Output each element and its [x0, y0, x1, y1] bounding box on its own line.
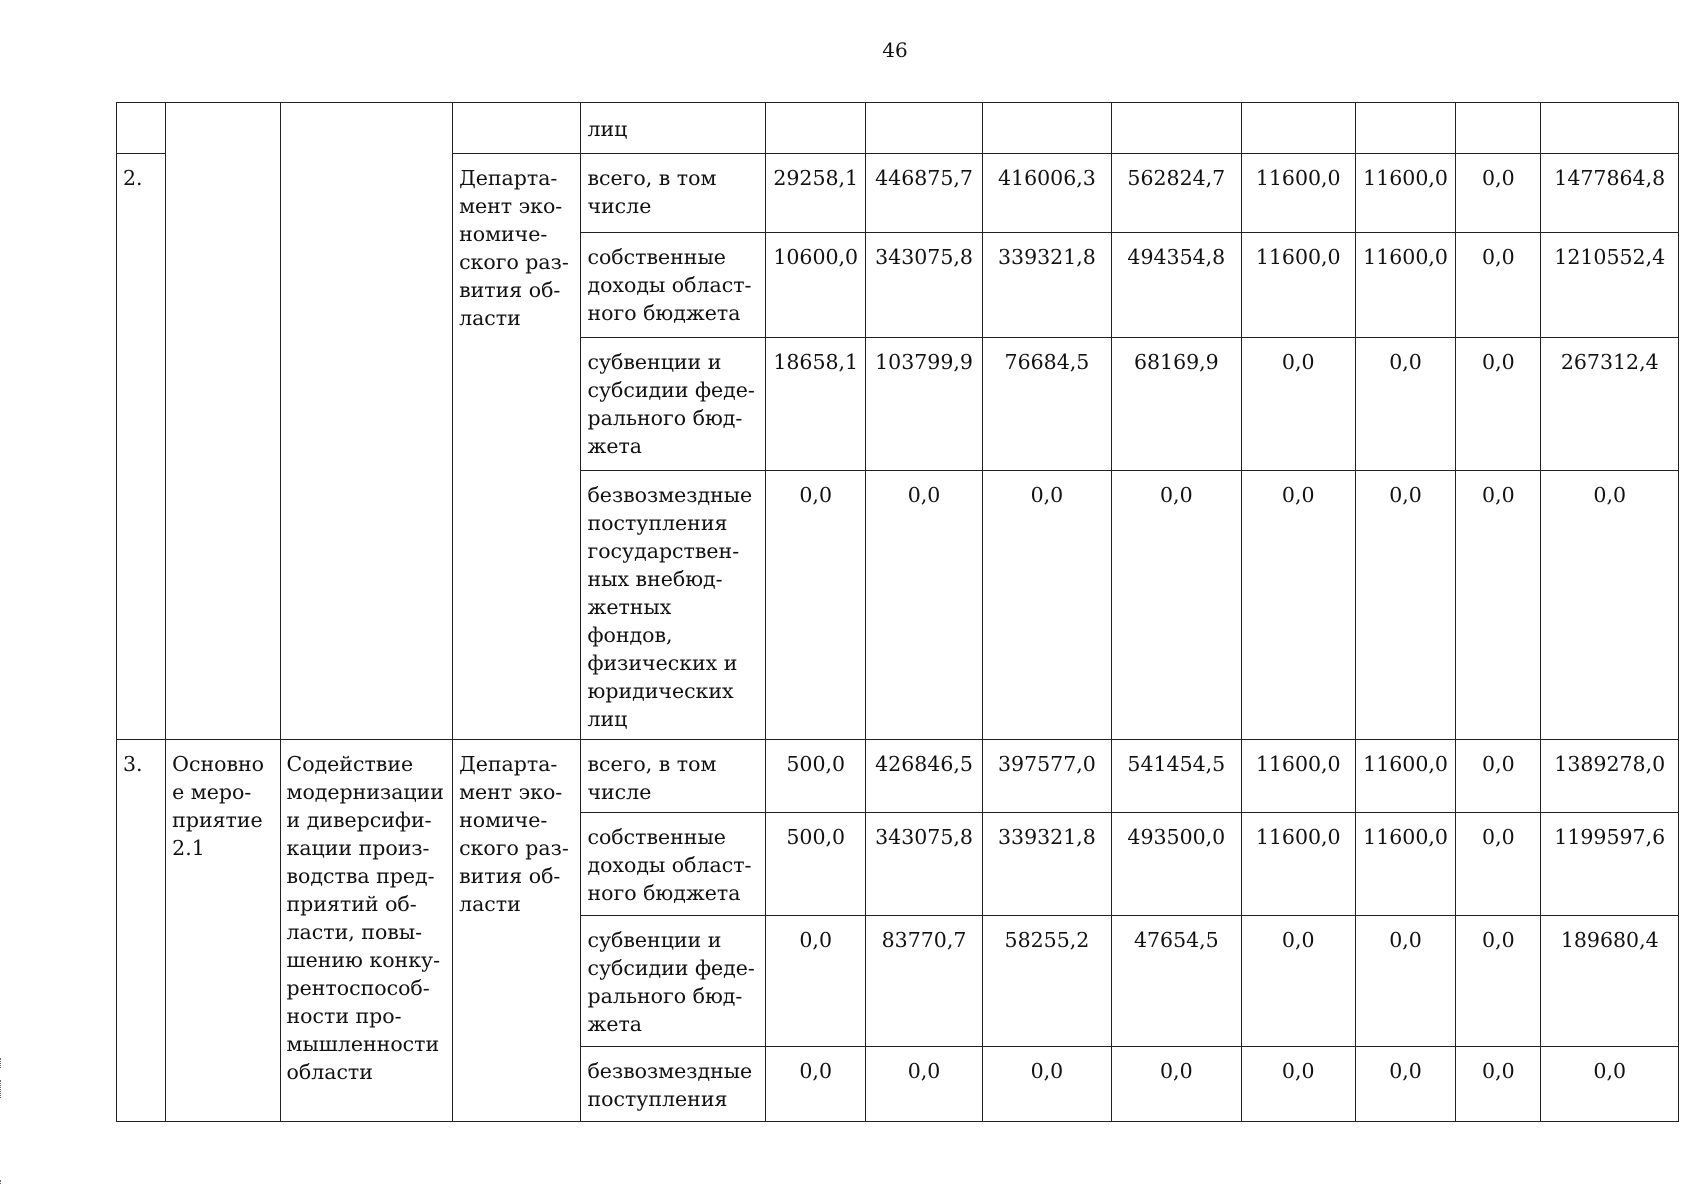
- value-cell: 0,0: [1541, 471, 1679, 740]
- value-cell: 11600,0: [1355, 233, 1455, 338]
- value-cell: [1456, 103, 1541, 154]
- value-cell: [766, 103, 866, 154]
- executor-cell: [453, 103, 581, 154]
- value-cell: 343075,8: [866, 233, 982, 338]
- value-cell: 0,0: [1241, 471, 1355, 740]
- value-cell: 0,0: [1241, 338, 1355, 471]
- value-cell: [1541, 103, 1679, 154]
- value-cell: 0,0: [1241, 1047, 1355, 1122]
- value-cell: 1199597,6: [1541, 813, 1679, 916]
- value-cell: 76684,5: [982, 338, 1111, 471]
- row-index-cell: 3.: [117, 740, 166, 1122]
- value-cell: [982, 103, 1111, 154]
- value-cell: 189680,4: [1541, 916, 1679, 1047]
- measure-cell: [166, 103, 280, 740]
- measure-cell: Основное меро-приятие 2.1: [166, 740, 280, 1122]
- value-cell: 0,0: [1456, 916, 1541, 1047]
- value-cell: 0,0: [1541, 1047, 1679, 1122]
- value-cell: [1112, 103, 1241, 154]
- scan-margin-mark: [0, 1180, 4, 1184]
- value-cell: 0,0: [1241, 916, 1355, 1047]
- value-cell: 11600,0: [1355, 740, 1455, 813]
- executor-cell: Департа-мент эко-номиче-ского раз-вития об-ласти: [453, 154, 581, 740]
- row-index-cell: [117, 103, 166, 154]
- value-cell: 1210552,4: [1541, 233, 1679, 338]
- budget-table-wrapper: [116, 102, 1679, 1122]
- value-cell: 0,0: [982, 1047, 1111, 1122]
- value-cell: 0,0: [1456, 813, 1541, 916]
- row-index-cell: 2.: [117, 154, 166, 740]
- value-cell: 0,0: [766, 1047, 866, 1122]
- value-cell: 0,0: [1456, 471, 1541, 740]
- value-cell: 11600,0: [1241, 813, 1355, 916]
- value-cell: 11600,0: [1241, 740, 1355, 813]
- value-cell: 1477864,8: [1541, 154, 1679, 233]
- title-cell: Содействие модернизации и диверсифи-кации произ-водства пред-приятий об-ласти, повы-шению конку-рентоспособ-ности про-мышленности области: [280, 740, 453, 1122]
- value-cell: 0,0: [982, 471, 1111, 740]
- value-cell: 29258,1: [766, 154, 866, 233]
- title-cell: [280, 103, 453, 740]
- value-cell: 541454,5: [1112, 740, 1241, 813]
- source-cell: безвозмездные поступления государствен-ных внебюд-жетных фондов, физических и юридических лиц: [581, 471, 766, 740]
- value-cell: 47654,5: [1112, 916, 1241, 1047]
- source-cell: субвенции и субсидии феде-рального бюд-жета: [581, 916, 766, 1047]
- value-cell: [1355, 103, 1455, 154]
- value-cell: 493500,0: [1112, 813, 1241, 916]
- value-cell: 0,0: [766, 916, 866, 1047]
- value-cell: 339321,8: [982, 233, 1111, 338]
- value-cell: 0,0: [866, 471, 982, 740]
- value-cell: 0,0: [1456, 1047, 1541, 1122]
- value-cell: 0,0: [1355, 471, 1455, 740]
- value-cell: 0,0: [1355, 1047, 1455, 1122]
- source-cell: всего, в том числе: [581, 740, 766, 813]
- value-cell: 18658,1: [766, 338, 866, 471]
- executor-cell: Департа-мент эко-номиче-ского раз-вития об-ласти: [453, 740, 581, 1122]
- value-cell: 83770,7: [866, 916, 982, 1047]
- table-row: [117, 103, 1679, 154]
- scan-margin-mark: [0, 1058, 4, 1068]
- value-cell: 58255,2: [982, 916, 1111, 1047]
- value-cell: 103799,9: [866, 338, 982, 471]
- table-row: [117, 740, 1679, 813]
- value-cell: [1241, 103, 1355, 154]
- value-cell: 10600,0: [766, 233, 866, 338]
- source-cell: собственные доходы област-ного бюджета: [581, 813, 766, 916]
- value-cell: 416006,3: [982, 154, 1111, 233]
- source-cell: лиц: [581, 103, 766, 154]
- source-cell: субвенции и субсидии феде-рального бюд-жета: [581, 338, 766, 471]
- value-cell: 0,0: [766, 471, 866, 740]
- value-cell: [866, 103, 982, 154]
- value-cell: 343075,8: [866, 813, 982, 916]
- value-cell: 0,0: [1456, 338, 1541, 471]
- value-cell: 0,0: [1456, 233, 1541, 338]
- budget-table: [116, 102, 1679, 1122]
- value-cell: 0,0: [1456, 740, 1541, 813]
- value-cell: 0,0: [1456, 154, 1541, 233]
- value-cell: 267312,4: [1541, 338, 1679, 471]
- scan-margin-mark: [0, 1080, 4, 1098]
- value-cell: 68169,9: [1112, 338, 1241, 471]
- value-cell: 11600,0: [1241, 154, 1355, 233]
- value-cell: 397577,0: [982, 740, 1111, 813]
- value-cell: 562824,7: [1112, 154, 1241, 233]
- value-cell: 11600,0: [1355, 813, 1455, 916]
- value-cell: 494354,8: [1112, 233, 1241, 338]
- value-cell: 426846,5: [866, 740, 982, 813]
- value-cell: 339321,8: [982, 813, 1111, 916]
- source-cell: безвозмездные поступления: [581, 1047, 766, 1122]
- value-cell: 500,0: [766, 813, 866, 916]
- page-number: 46: [882, 38, 908, 62]
- value-cell: 11600,0: [1355, 154, 1455, 233]
- value-cell: 0,0: [866, 1047, 982, 1122]
- value-cell: 446875,7: [866, 154, 982, 233]
- value-cell: 11600,0: [1241, 233, 1355, 338]
- source-cell: собственные доходы област-ного бюджета: [581, 233, 766, 338]
- value-cell: 0,0: [1355, 916, 1455, 1047]
- value-cell: 1389278,0: [1541, 740, 1679, 813]
- value-cell: 0,0: [1355, 338, 1455, 471]
- value-cell: 500,0: [766, 740, 866, 813]
- value-cell: 0,0: [1112, 471, 1241, 740]
- value-cell: 0,0: [1112, 1047, 1241, 1122]
- source-cell: всего, в том числе: [581, 154, 766, 233]
